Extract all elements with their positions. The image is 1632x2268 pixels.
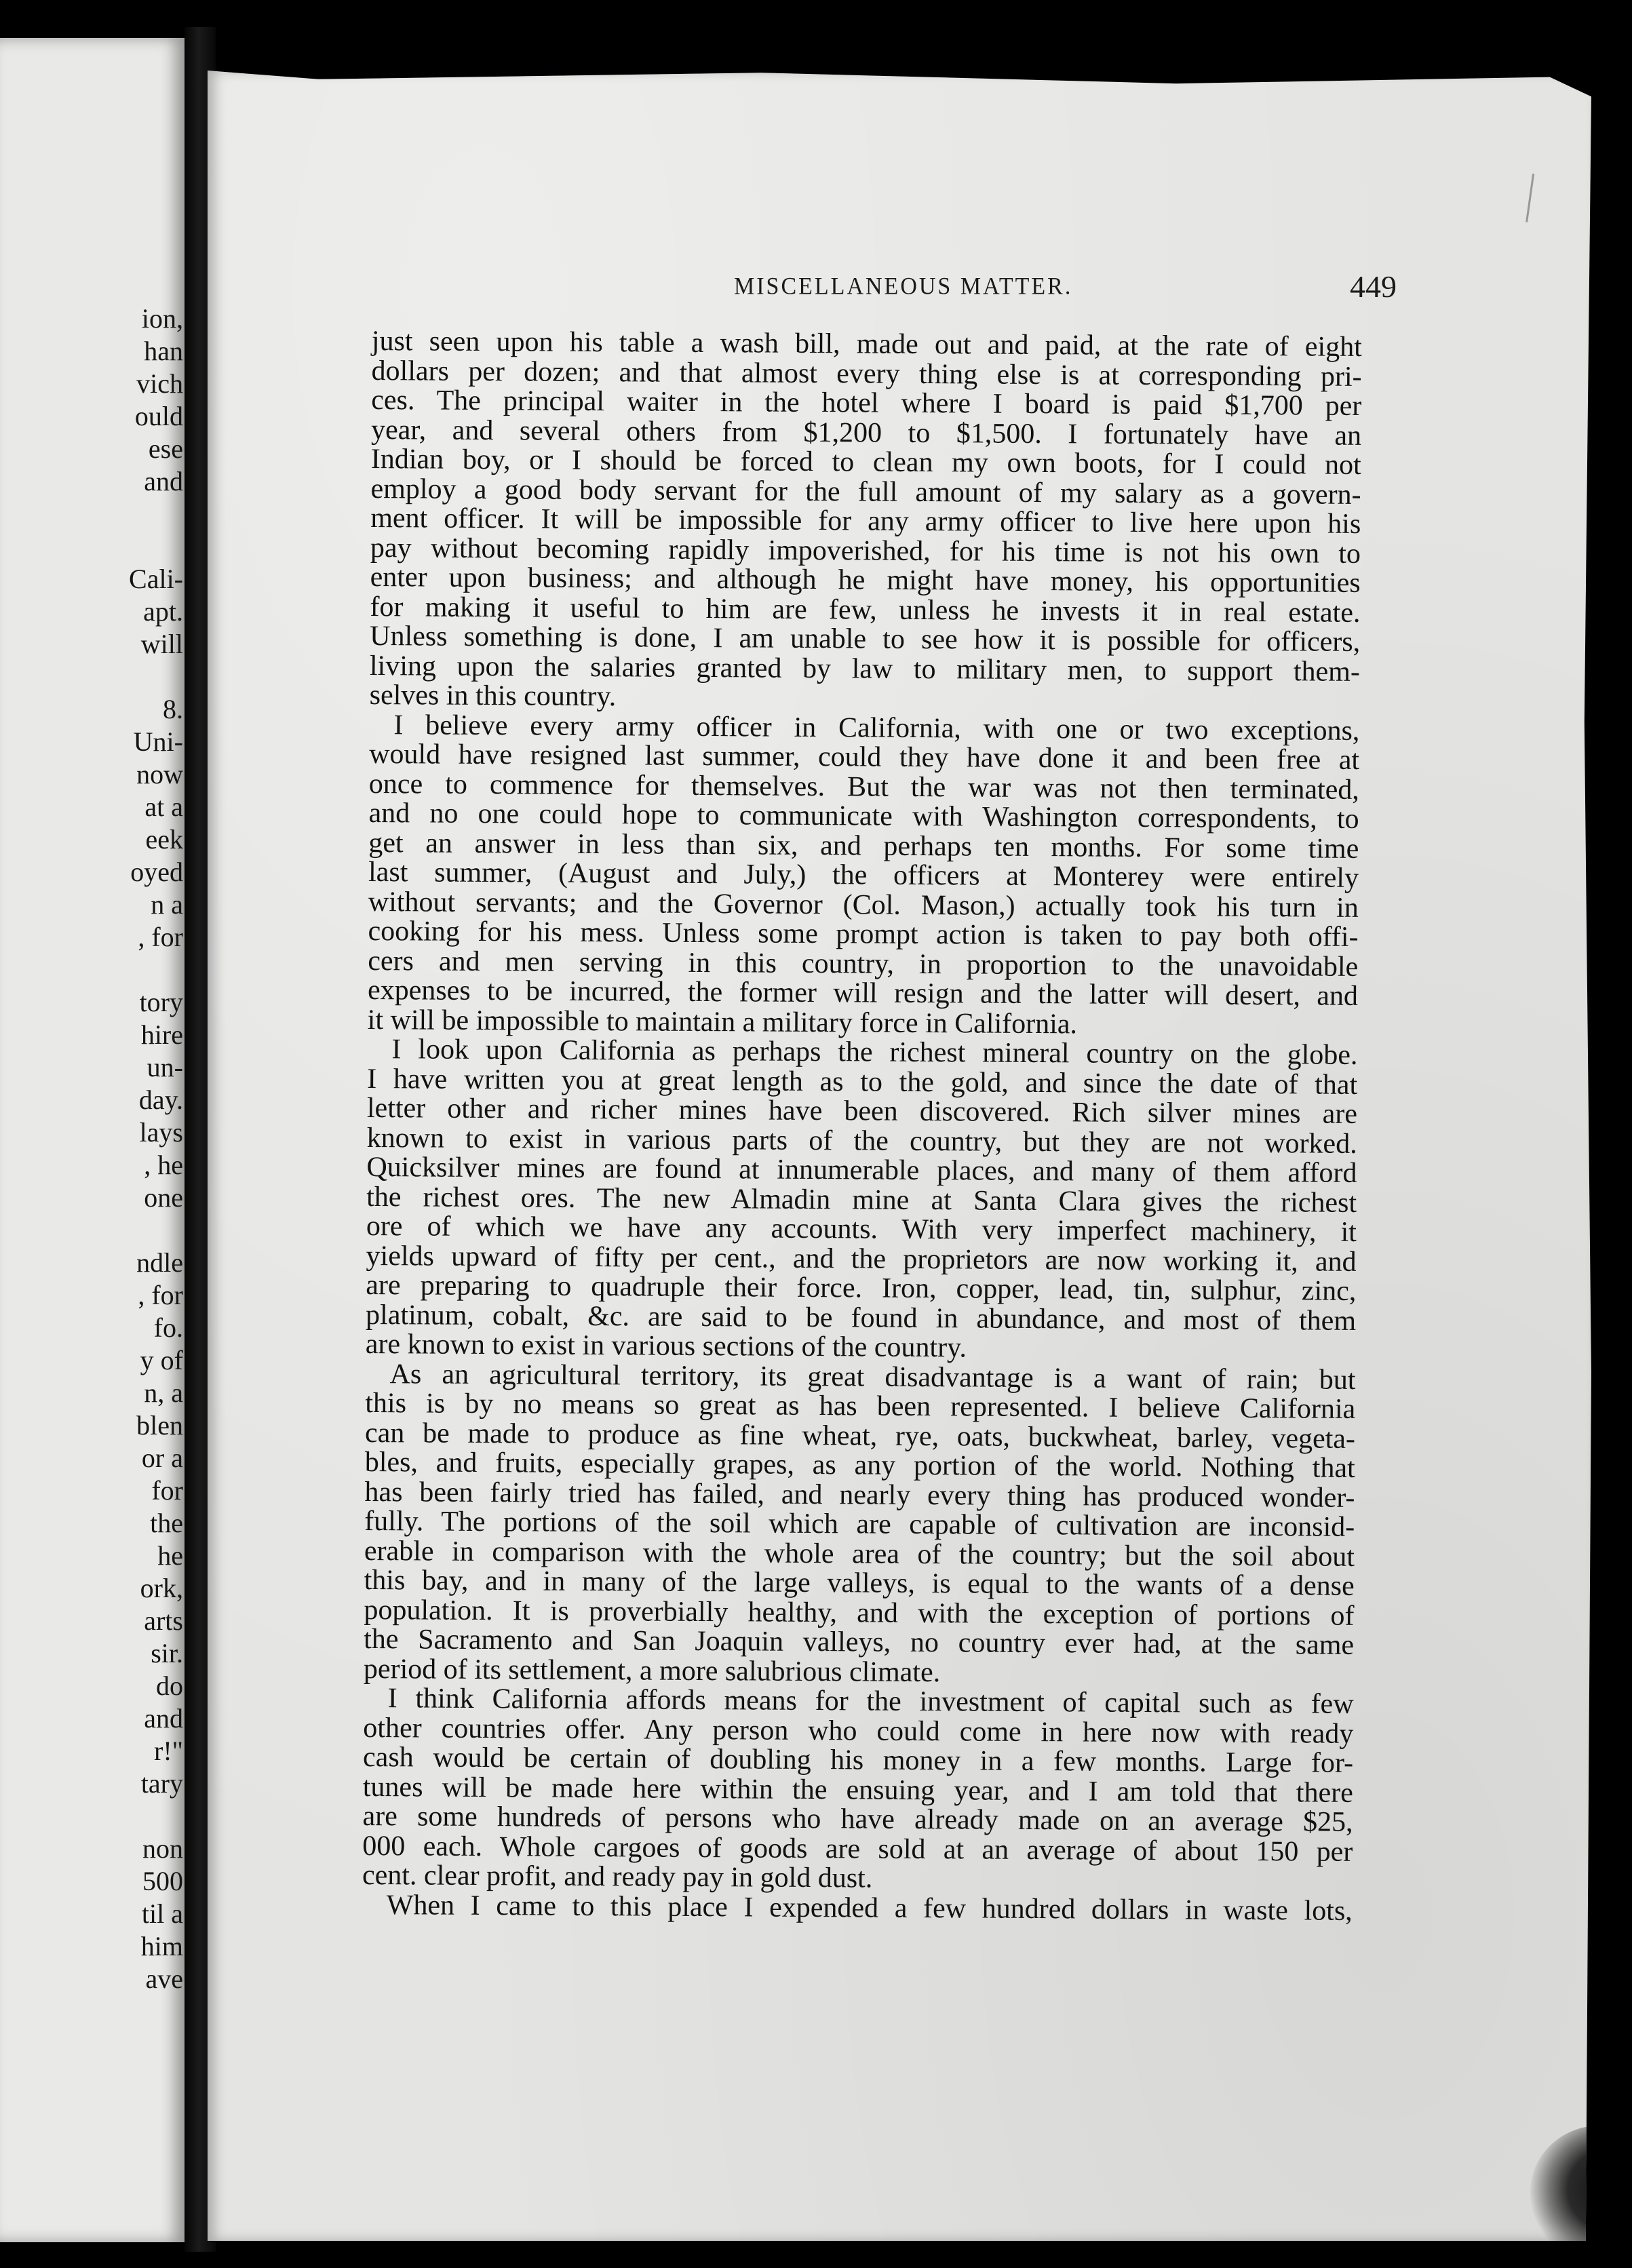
text-line: year, and several others from $1,200 to $1,500. I fortunately have an	[370, 414, 1362, 452]
left-fragment-line: , for	[138, 1280, 183, 1310]
left-fragment-line: ould	[134, 401, 183, 431]
left-fragment-line: for	[151, 1475, 183, 1506]
text-line: dollars per dozen; and that almost every thing else is at corresponding pri-	[371, 355, 1362, 393]
text-line: erable in comparison with the whole area of the country; but the soil about	[364, 1535, 1355, 1573]
text-line: other countries offer. Any person who could come in here now with ready	[363, 1712, 1354, 1750]
text-line: I look upon California as perhaps the richest mineral country on the globe.	[391, 1034, 1358, 1071]
text-line: this bay, and in many of the large valleys, is equal to the wants of a dense	[364, 1564, 1355, 1602]
text-line: enter upon business; and although he might have money, his opportunities	[370, 561, 1361, 599]
left-fragment-line: or a	[141, 1443, 183, 1473]
text-line: are some hundreds of persons who have already made on an average $25,	[362, 1800, 1353, 1838]
text-line: ces. The principal waiter in the hotel where I board is paid $1,700 per	[371, 384, 1362, 422]
text-line: has been fairly tried has failed, and nearly every thing has produced wonder-	[364, 1476, 1355, 1514]
left-fragment-line: tory	[139, 987, 183, 1017]
left-fragment-line: n a	[151, 889, 183, 920]
left-fragment-line: hire	[140, 1019, 183, 1050]
text-line: I believe every army officer in California, with one or two exceptions,	[393, 709, 1360, 747]
left-fragment-line: Uni-	[133, 726, 183, 757]
left-fragment-line: and	[144, 1703, 183, 1734]
left-fragment-line: do	[156, 1670, 183, 1701]
text-line: selves in this country.	[369, 679, 617, 713]
text-line: are known to exist in various sections of the country.	[365, 1328, 967, 1364]
text-line: ore of which we have any accounts. With very imperfect machinery, it	[366, 1210, 1357, 1248]
text-line: population. It is proverbially healthy, and with the exception of portions of	[364, 1594, 1355, 1632]
left-fragment-line: ese	[148, 433, 183, 464]
left-fragment-line: one	[144, 1182, 183, 1213]
text-line: letter other and richer mines have been discovered. Rich silver mines are	[366, 1092, 1358, 1130]
left-fragment-line: 8.	[163, 694, 183, 724]
left-fragment-line: til a	[141, 1898, 183, 1929]
left-fragment-line: , he	[144, 1150, 183, 1180]
text-line: Quicksilver mines are found at innumerable places, and many of them afford	[366, 1151, 1357, 1189]
left-fragment-line: eek	[145, 824, 183, 855]
left-fragment-line: him	[140, 1931, 183, 1961]
left-fragment-line: blen	[136, 1410, 183, 1441]
left-fragment-line: ork,	[140, 1573, 183, 1603]
text-line: just seen upon his table a wash bill, made out and paid, at the rate of eight	[371, 326, 1362, 363]
left-page-fragment	[0, 38, 184, 2242]
left-fragment-line: ndle	[136, 1247, 183, 1278]
text-line: once to commence for themselves. But the war was not then terminated,	[368, 768, 1359, 806]
left-fragment-line: n, a	[144, 1377, 183, 1408]
text-line: are preparing to quadruple their force. Iron, copper, lead, tin, sulphur, zinc,	[366, 1269, 1357, 1307]
ink-stain	[1530, 2126, 1632, 2268]
text-line: cers and men serving in this country, in proportion to the unavoidable	[368, 945, 1359, 983]
left-fragment-line: the	[150, 1508, 183, 1538]
left-fragment-line: sir.	[151, 1638, 183, 1668]
left-fragment-line: he	[157, 1540, 183, 1571]
left-fragment-line: ave	[145, 1963, 183, 1994]
left-fragment-line: and	[144, 466, 183, 496]
text-line: 000 each. Whole cargoes of goods are sold at an average of about 150 per	[362, 1830, 1353, 1868]
text-line: bles, and fruits, especially grapes, as any portion of the world. Nothing that	[364, 1446, 1355, 1484]
left-fragment-line: r!"	[154, 1736, 183, 1766]
text-line: ment officer. It will be impossible for any army officer to live here upon his	[370, 502, 1361, 540]
left-fragment-line: ion,	[141, 303, 183, 334]
left-fragment-line: y of	[140, 1345, 183, 1375]
text-line: I think California affords means for the investment of capital such as few	[387, 1683, 1354, 1720]
text-line: cash would be certain of doubling his money in a few months. Large for-	[362, 1741, 1354, 1779]
left-fragment-line: Cali-	[129, 564, 183, 594]
text-line: pay without becoming rapidly impoverished, for his time is not his own to	[370, 532, 1361, 570]
text-line: fully. The portions of the soil which are capable of cultivation are inconsid-	[364, 1505, 1355, 1543]
text-line: cooking for his mess. Unless some prompt action is taken to pay both offi-	[368, 915, 1359, 953]
left-fragment-line: fo.	[153, 1312, 183, 1343]
text-line: would have resigned last summer, could they have done it and been free at	[369, 738, 1360, 776]
page-number: 449	[1350, 269, 1397, 304]
text-line: expenses to be incurred, the former will resign and the latter will desert, and	[367, 974, 1359, 1012]
body-text	[362, 327, 1362, 1926]
text-line: yields upward of fifty per cent., and the proprietors are now working it, and	[366, 1240, 1357, 1278]
left-fragment-line: , for	[138, 922, 183, 952]
left-fragment-line: vich	[136, 368, 183, 399]
left-fragment-line: at a	[144, 791, 183, 822]
text-line: and no one could hope to communicate with Washington correspondents, to	[368, 797, 1359, 835]
left-fragment-line: tary	[140, 1768, 183, 1799]
left-fragment-line: un-	[147, 1052, 183, 1082]
text-line: can be made to produce as fine wheat, rye, oats, buckwheat, barley, vegeta-	[364, 1417, 1356, 1455]
text-line: Unless something is done, I am unable to see how it is possible for officers,	[370, 620, 1361, 658]
left-fragment-line: non	[142, 1833, 183, 1864]
text-line: it will be impossible to maintain a military force in California.	[367, 1004, 1078, 1040]
text-line: living upon the salaries granted by law to military men, to support them-	[369, 650, 1361, 688]
text-line: last summer, (August and July,) the officers at Monterey were entirely	[368, 856, 1359, 894]
left-fragment-line: oyed	[130, 857, 183, 887]
text-line: employ a good body servant for the full amount of my salary as a govern-	[370, 473, 1361, 511]
text-line: When I came to this place I expended a few hundred dollars in waste lots,	[386, 1889, 1353, 1927]
text-line: without servants; and the Governor (Col. Mason,) actually took his turn in	[368, 886, 1359, 924]
text-line: get an answer in less than six, and perhaps ten months. For some time	[368, 827, 1359, 865]
text-line: this is by no means so great as has been represented. I believe California	[365, 1387, 1356, 1425]
text-line: the richest ores. The new Almadin mine at Santa Clara gives the richest	[366, 1181, 1357, 1219]
left-fragment-line: apt.	[143, 596, 183, 627]
text-line: known to exist in various parts of the country, but they are not worked.	[366, 1122, 1357, 1160]
left-fragment-line: now	[136, 759, 183, 789]
running-head: MISCELLANEOUS MATTER.	[734, 273, 1073, 300]
text-line: As an agricultural territory, its great disadvantage is a want of rain; but	[389, 1358, 1356, 1396]
left-fragment-line: han	[144, 336, 183, 366]
text-line: for making it useful to him are few, unless he invests it in real estate.	[370, 591, 1361, 629]
text-line: Indian boy, or I should be forced to clean my own boots, for I could not	[370, 443, 1361, 481]
text-line: tunes will be made here within the ensuing year, and I am told that there	[362, 1771, 1353, 1809]
left-fragment-line: day.	[138, 1084, 183, 1115]
text-line: the Sacramento and San Joaquin valleys, no country ever had, at the same	[364, 1623, 1355, 1661]
left-fragment-line: lays	[139, 1117, 183, 1148]
text-line: period of its settlement, a more salubrious climate.	[363, 1653, 941, 1688]
left-fragment-line: 500	[142, 1866, 183, 1896]
pencil-mark	[1526, 174, 1555, 225]
text-line: platinum, cobalt, &c. are said to be found in abundance, and most of them	[365, 1299, 1357, 1337]
left-fragment-line: will	[140, 629, 183, 659]
text-line: I have written you at great length as to the gold, and since the date of that	[367, 1063, 1358, 1101]
left-fragment-line: arts	[144, 1605, 183, 1636]
text-line: cent. clear profit, and ready pay in gold dust.	[362, 1859, 873, 1894]
